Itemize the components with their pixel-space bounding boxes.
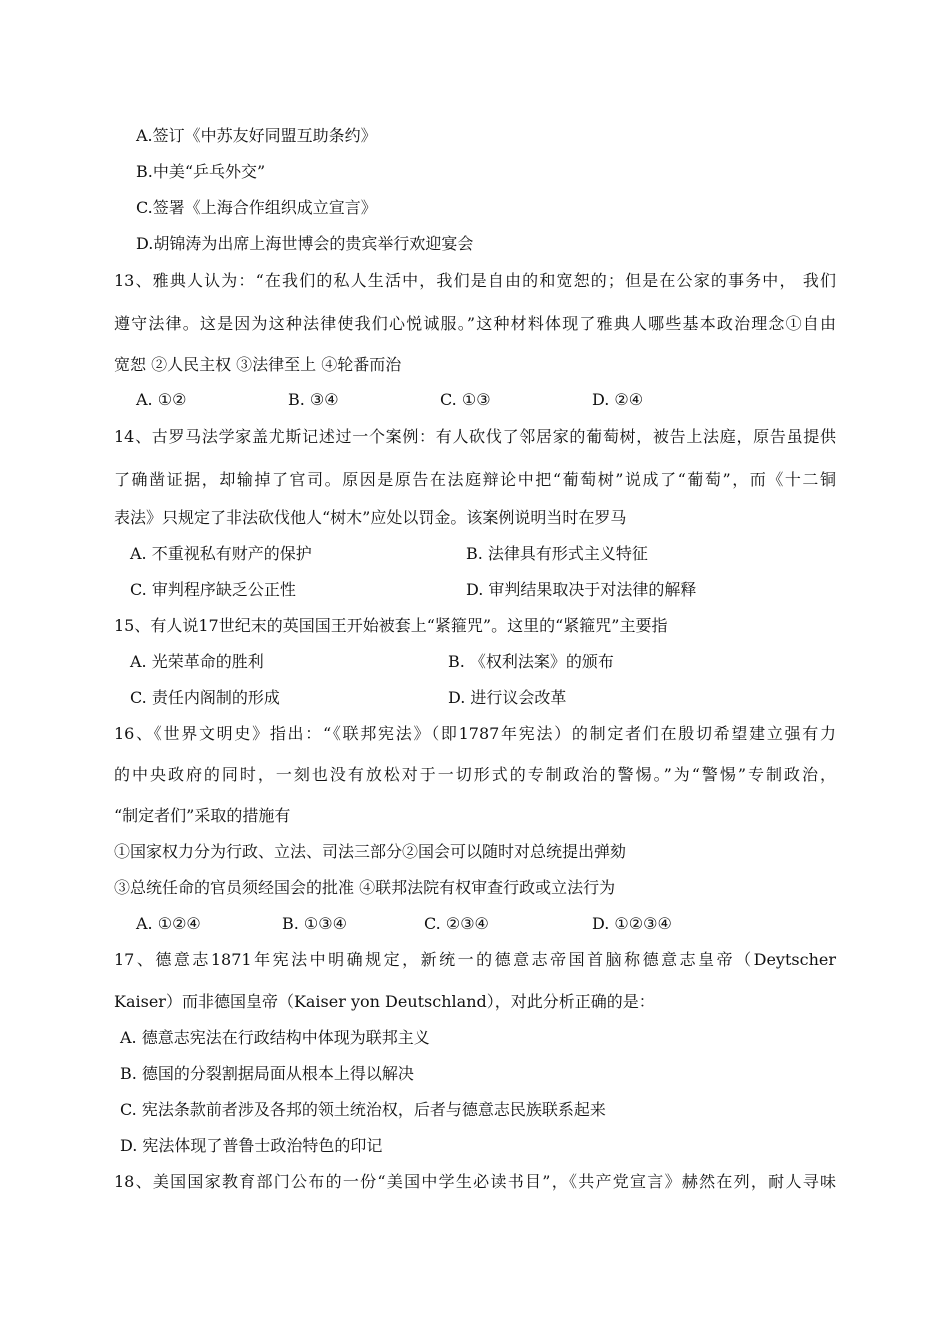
q13-option-d: D. ②④ [592, 390, 644, 409]
q13-option-b: B. ③④ [288, 390, 339, 409]
q17-stem-line-1: 17、德意志1871年宪法中明确规定，新统一的德意志帝国首脑称德意志皇帝（Deytscher [114, 950, 836, 969]
q13-stem-line-2: 遵守法律。这是因为这种法律使我们心悦诚服。”这种材料体现了雅典人哪些基本政治理念①自由 [114, 314, 836, 333]
q12-option-a: A.签订《中苏友好同盟互助条约》 [136, 126, 377, 145]
q14-stem-line-2: 了确凿证据，却输掉了官司。原因是原告在法庭辩论中把“葡萄树”说成了“葡萄”，而《十二铜 [114, 470, 836, 489]
q14-option-a: A. 不重视私有财产的保护 [130, 544, 312, 563]
q14-option-c: C. 审判程序缺乏公正性 [130, 580, 296, 599]
q12-option-d: D.胡锦涛为出席上海世博会的贵宾举行欢迎宴会 [136, 234, 474, 253]
q16-measure-1-2: ①国家权力分为行政、立法、司法三部分②国会可以随时对总统提出弹劾 [114, 842, 627, 861]
q15-option-a: A. 光荣革命的胜利 [130, 652, 264, 671]
q17-option-b: B. 德国的分裂割据局面从根本上得以解决 [120, 1064, 414, 1083]
q13-stem-line-1: 13、雅典人认为：“在我们的私人生活中，我们是自由的和宽恕的；但是在公家的事务中， 我们 [114, 271, 836, 290]
q15-option-d: D. 进行议会改革 [448, 688, 567, 707]
q12-option-c: C.签署《上海合作组织成立宣言》 [136, 198, 377, 217]
q16-option-a: A. ①②④ [136, 914, 201, 933]
q14-stem-line-3: 表法》只规定了非法砍伐他人“树木”应处以罚金。该案例说明当时在罗马 [114, 508, 627, 527]
q14-option-b: B. 法律具有形式主义特征 [466, 544, 648, 563]
q16-stem-line-2: 的中央政府的同时，一刻也没有放松对于一切形式的专制政治的警惕。”为“警惕”专制政治， [114, 765, 836, 784]
q15-option-c: C. 责任内阁制的形成 [130, 688, 280, 707]
q15-option-b: B. 《权利法案》的颁布 [448, 652, 614, 671]
q15-stem-line-1: 15、有人说17世纪末的英国国王开始被套上“紧箍咒”。这里的“紧箍咒”主要指 [114, 616, 668, 635]
q17-option-d: D. 宪法体现了普鲁士政治特色的印记 [120, 1136, 383, 1155]
q16-stem-line-1: 16、《世界文明史》指出：“《联邦宪法》（即1787年宪法）的制定者们在殷切希望建立强有力 [114, 724, 836, 743]
q17-option-a: A. 德意志宪法在行政结构中体现为联邦主义 [120, 1028, 430, 1047]
q16-option-d: D. ①②③④ [592, 914, 672, 933]
q14-option-d: D. 审判结果取决于对法律的解释 [466, 580, 697, 599]
q13-option-a: A. ①② [136, 390, 187, 409]
q13-stem-line-3: 宽恕 ②人民主权 ③法律至上 ④轮番而治 [114, 355, 402, 374]
q17-stem-line-2: Kaiser）而非德国皇帝（Kaiser yon Deutschland），对此分析正确的是： [114, 992, 655, 1011]
q16-option-c: C. ②③④ [424, 914, 489, 933]
q16-measure-3-4: ③总统任命的官员须经国会的批准 ④联邦法院有权审查行政或立法行为 [114, 878, 616, 897]
q16-option-b: B. ①③④ [282, 914, 347, 933]
q14-stem-line-1: 14、古罗马法学家盖尤斯记述过一个案例：有人砍伐了邻居家的葡萄树，被告上法庭，原告虽提供 [114, 427, 836, 446]
q13-option-c: C. ①③ [440, 390, 491, 409]
q18-stem-line-1: 18、美国国家教育部门公布的一份“美国中学生必读书目”，《共产党宣言》赫然在列，耐人寻味 [114, 1172, 836, 1191]
q12-option-b: B.中美“乒乓外交” [136, 162, 266, 181]
q16-stem-line-3: “制定者们”采取的措施有 [114, 806, 291, 825]
q17-option-c: C. 宪法条款前者涉及各邦的领土统治权，后者与德意志民族联系起来 [120, 1100, 606, 1119]
